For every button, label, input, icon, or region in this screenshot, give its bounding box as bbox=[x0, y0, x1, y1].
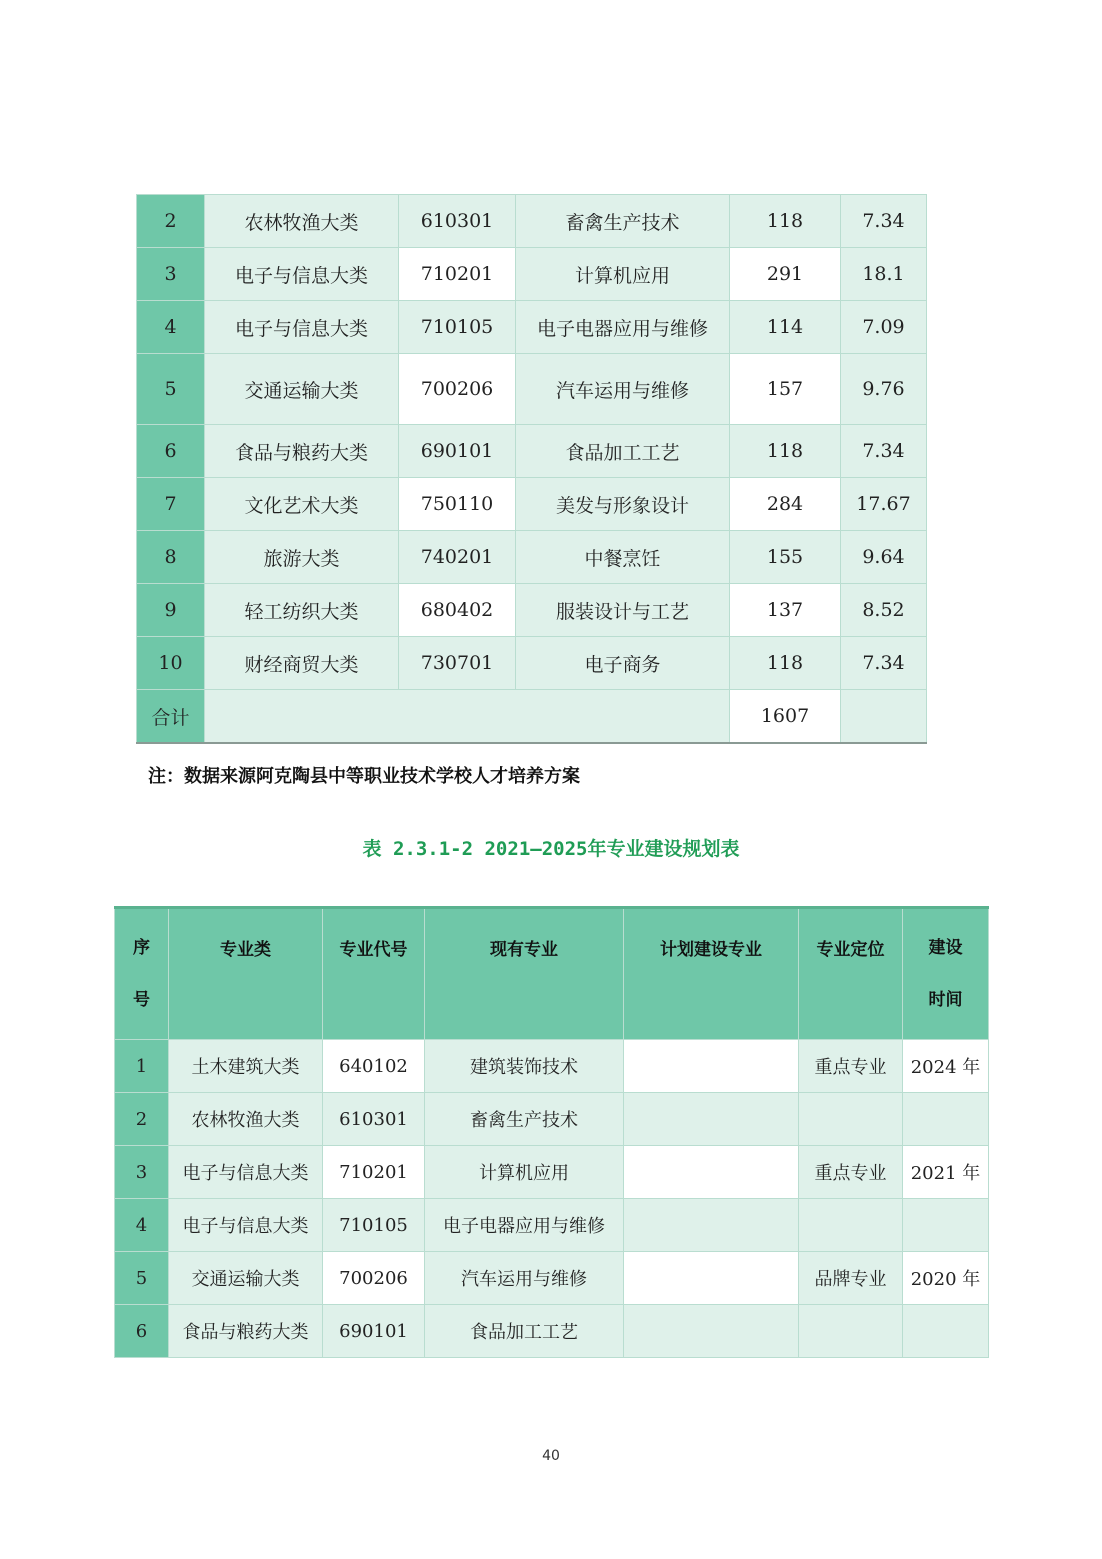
category-cell: 电子与信息大类 bbox=[169, 1146, 323, 1199]
header-time-bottom: 时间 bbox=[928, 990, 963, 1010]
category-cell: 农林牧渔大类 bbox=[169, 1093, 323, 1146]
category-cell: 交通运输大类 bbox=[169, 1252, 323, 1305]
table-row bbox=[137, 637, 927, 690]
planned-major-cell bbox=[624, 1199, 799, 1252]
position-cell bbox=[799, 1305, 903, 1358]
code-cell: 730701 bbox=[399, 637, 516, 690]
total-value: 1607 bbox=[730, 690, 841, 744]
code-cell: 710105 bbox=[323, 1199, 425, 1252]
major-cell: 电子商务 bbox=[516, 637, 730, 690]
current-major-cell: 建筑装饰技术 bbox=[425, 1040, 624, 1093]
row-number: 5 bbox=[115, 1252, 169, 1305]
current-major-cell: 电子电器应用与维修 bbox=[425, 1199, 624, 1252]
category-cell: 交通运输大类 bbox=[205, 354, 399, 425]
table-row bbox=[137, 584, 927, 637]
header-number-bottom: 号 bbox=[133, 990, 150, 1010]
header-time-top: 建设 bbox=[928, 938, 963, 958]
table-header-row bbox=[115, 908, 989, 1040]
table-row bbox=[137, 425, 927, 478]
table-row bbox=[115, 1040, 989, 1093]
table-row bbox=[137, 195, 927, 248]
count-cell: 114 bbox=[730, 301, 841, 354]
code-cell: 710201 bbox=[399, 248, 516, 301]
code-cell: 610301 bbox=[399, 195, 516, 248]
total-row bbox=[137, 690, 927, 744]
code-cell: 610301 bbox=[323, 1093, 425, 1146]
code-cell: 690101 bbox=[399, 425, 516, 478]
code-cell: 700206 bbox=[399, 354, 516, 425]
percent-cell: 7.34 bbox=[841, 425, 927, 478]
header-number-top: 序 bbox=[133, 938, 150, 958]
table-row bbox=[137, 531, 927, 584]
major-cell: 中餐烹饪 bbox=[516, 531, 730, 584]
time-cell: 2020 年 bbox=[903, 1252, 989, 1305]
major-cell: 电子电器应用与维修 bbox=[516, 301, 730, 354]
major-cell: 食品加工工艺 bbox=[516, 425, 730, 478]
code-cell: 710201 bbox=[323, 1146, 425, 1199]
table-row bbox=[115, 1199, 989, 1252]
position-cell: 品牌专业 bbox=[799, 1252, 903, 1305]
row-number: 5 bbox=[137, 354, 205, 425]
header-code: 专业代号 bbox=[323, 908, 425, 1040]
code-cell: 690101 bbox=[323, 1305, 425, 1358]
row-number: 7 bbox=[137, 478, 205, 531]
count-cell: 157 bbox=[730, 354, 841, 425]
percent-cell: 7.34 bbox=[841, 637, 927, 690]
percent-cell: 7.34 bbox=[841, 195, 927, 248]
table-row bbox=[137, 248, 927, 301]
row-number: 4 bbox=[115, 1199, 169, 1252]
header-position: 专业定位 bbox=[799, 908, 903, 1040]
header-number bbox=[115, 908, 169, 1040]
total-label: 合计 bbox=[137, 690, 205, 744]
planned-major-cell bbox=[624, 1252, 799, 1305]
position-cell: 重点专业 bbox=[799, 1040, 903, 1093]
current-major-cell: 食品加工工艺 bbox=[425, 1305, 624, 1358]
count-cell: 118 bbox=[730, 637, 841, 690]
row-number: 2 bbox=[115, 1093, 169, 1146]
row-number: 3 bbox=[115, 1146, 169, 1199]
time-cell bbox=[903, 1093, 989, 1146]
row-number: 2 bbox=[137, 195, 205, 248]
percent-cell: 9.64 bbox=[841, 531, 927, 584]
enrollment-table bbox=[136, 194, 927, 744]
planned-major-cell bbox=[624, 1040, 799, 1093]
header-category: 专业类 bbox=[169, 908, 323, 1040]
count-cell: 118 bbox=[730, 425, 841, 478]
code-cell: 680402 bbox=[399, 584, 516, 637]
table-row bbox=[137, 478, 927, 531]
category-cell: 土木建筑大类 bbox=[169, 1040, 323, 1093]
major-cell: 畜禽生产技术 bbox=[516, 195, 730, 248]
position-cell bbox=[799, 1093, 903, 1146]
header-current: 现有专业 bbox=[425, 908, 624, 1040]
count-cell: 155 bbox=[730, 531, 841, 584]
row-number: 9 bbox=[137, 584, 205, 637]
table-row bbox=[137, 354, 927, 425]
percent-cell: 9.76 bbox=[841, 354, 927, 425]
total-empty-cell bbox=[205, 690, 730, 744]
code-cell: 750110 bbox=[399, 478, 516, 531]
row-number: 1 bbox=[115, 1040, 169, 1093]
category-cell: 食品与粮药大类 bbox=[169, 1305, 323, 1358]
category-cell: 财经商贸大类 bbox=[205, 637, 399, 690]
major-cell: 美发与形象设计 bbox=[516, 478, 730, 531]
category-cell: 轻工纺织大类 bbox=[205, 584, 399, 637]
current-major-cell: 畜禽生产技术 bbox=[425, 1093, 624, 1146]
category-cell: 电子与信息大类 bbox=[205, 248, 399, 301]
time-cell: 2024 年 bbox=[903, 1040, 989, 1093]
header-planned: 计划建设专业 bbox=[624, 908, 799, 1040]
percent-cell: 7.09 bbox=[841, 301, 927, 354]
planned-major-cell bbox=[624, 1093, 799, 1146]
row-number: 10 bbox=[137, 637, 205, 690]
table-row bbox=[115, 1252, 989, 1305]
count-cell: 291 bbox=[730, 248, 841, 301]
time-cell: 2021 年 bbox=[903, 1146, 989, 1199]
time-cell bbox=[903, 1199, 989, 1252]
code-cell: 740201 bbox=[399, 531, 516, 584]
count-cell: 137 bbox=[730, 584, 841, 637]
total-percent-cell bbox=[841, 690, 927, 744]
source-note: 注：数据来源阿克陶县中等职业技术学校人才培养方案 bbox=[148, 766, 580, 787]
current-major-cell: 汽车运用与维修 bbox=[425, 1252, 624, 1305]
row-number: 8 bbox=[137, 531, 205, 584]
category-cell: 农林牧渔大类 bbox=[205, 195, 399, 248]
major-cell: 汽车运用与维修 bbox=[516, 354, 730, 425]
category-cell: 旅游大类 bbox=[205, 531, 399, 584]
count-cell: 284 bbox=[730, 478, 841, 531]
current-major-cell: 计算机应用 bbox=[425, 1146, 624, 1199]
planned-major-cell bbox=[624, 1146, 799, 1199]
row-number: 6 bbox=[115, 1305, 169, 1358]
major-cell: 计算机应用 bbox=[516, 248, 730, 301]
category-cell: 食品与粮药大类 bbox=[205, 425, 399, 478]
percent-cell: 8.52 bbox=[841, 584, 927, 637]
table-row bbox=[137, 301, 927, 354]
category-cell: 文化艺术大类 bbox=[205, 478, 399, 531]
row-number: 3 bbox=[137, 248, 205, 301]
table-row bbox=[115, 1093, 989, 1146]
category-cell: 电子与信息大类 bbox=[169, 1199, 323, 1252]
percent-cell: 18.1 bbox=[841, 248, 927, 301]
page-number: 40 bbox=[542, 1448, 560, 1464]
code-cell: 710105 bbox=[399, 301, 516, 354]
category-cell: 电子与信息大类 bbox=[205, 301, 399, 354]
major-cell: 服装设计与工艺 bbox=[516, 584, 730, 637]
time-cell bbox=[903, 1305, 989, 1358]
row-number: 6 bbox=[137, 425, 205, 478]
code-cell: 700206 bbox=[323, 1252, 425, 1305]
table-row bbox=[115, 1305, 989, 1358]
code-cell: 640102 bbox=[323, 1040, 425, 1093]
planned-major-cell bbox=[624, 1305, 799, 1358]
position-cell: 重点专业 bbox=[799, 1146, 903, 1199]
table-caption: 表 2.3.1-2 2021—2025年专业建设规划表 bbox=[362, 838, 740, 860]
plan-table bbox=[114, 906, 989, 1358]
row-number: 4 bbox=[137, 301, 205, 354]
position-cell bbox=[799, 1199, 903, 1252]
table-row bbox=[115, 1146, 989, 1199]
count-cell: 118 bbox=[730, 195, 841, 248]
header-time bbox=[903, 908, 989, 1040]
percent-cell: 17.67 bbox=[841, 478, 927, 531]
